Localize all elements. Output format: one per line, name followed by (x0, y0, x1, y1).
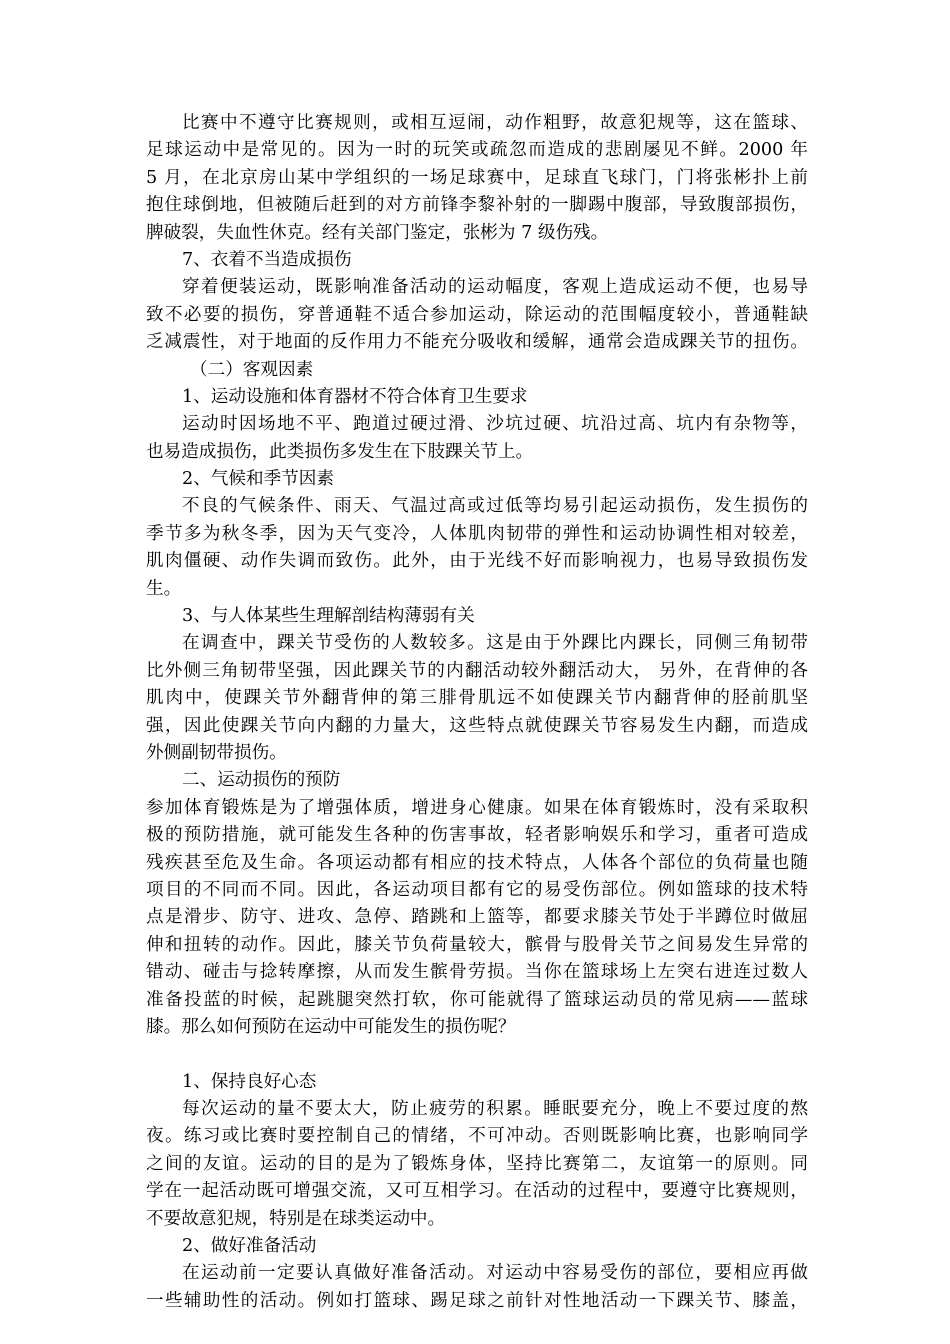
text-line: 3、与人体某些生理解剖结构薄弱有关 (182, 606, 475, 627)
text-line: 乏减震性，对于地面的反作用力不能充分吸收和缓解，通常会造成踝关节的扭伤。 (146, 332, 808, 353)
text-line: 7、衣着不当造成损伤 (182, 249, 352, 270)
text-line: 生。 (146, 578, 182, 599)
text-line: 肌肉中，使踝关节外翻背伸的第三腓骨肌远不如使踝关节内翻背伸的胫前肌坚 (146, 688, 808, 709)
text-line: 一些辅助性的活动。例如打篮球、踢足球之前针对性地活动一下踝关节、膝盖， (146, 1290, 808, 1311)
text-line: 之间的友谊。运动的目的是为了锻炼身体，坚持比赛第二，友谊第一的原则。同 (146, 1153, 808, 1174)
text-line: 极的预防措施，就可能发生各种的伤害事故，轻者影响娱乐和学习，重者可造成 (146, 825, 808, 846)
text-line: 学在一起活动既可增强交流，又可互相学习。在活动的过程中，要遵守比赛规则， (146, 1181, 808, 1202)
text-line: 1、保持良好心态 (182, 1071, 317, 1092)
text-line: 脾破裂，失血性休克。经有关部门鉴定，张彬为 7 级伤残。 (146, 222, 609, 243)
text-line: 在调查中，踝关节受伤的人数较多。这是由于外踝比内踝长，同侧三角韧带 (182, 633, 808, 654)
text-line: 强，因此使踝关节向内翻的力量大，这些特点就使踝关节容易发生内翻，而造成 (146, 715, 808, 736)
text-line: 外侧副韧带损伤。 (146, 742, 287, 763)
text-line: 1、运动设施和体育器材不符合体育卫生要求 (182, 386, 528, 407)
text-line: 抱住球倒地，但被随后赶到的对方前锋李黎补射的一脚踢中腹部，导致腹部损伤， (146, 195, 808, 216)
text-line: 在运动前一定要认真做好准备活动。对运动中容易受伤的部位，要相应再做 (182, 1263, 808, 1284)
text-line: 比外侧三角韧带坚强，因此踝关节的内翻活动较外翻活动大， 另外，在背伸的各 (146, 660, 808, 681)
text-line: 准备投蓝的时候，起跳腿突然打软，你可能就得了篮球运动员的常见病——蓝球 (146, 989, 808, 1010)
text-line: 不良的气候条件、雨天、气温过高或过低等均易引起运动损伤，发生损伤的 (182, 496, 808, 517)
text-line: 夜。练习或比赛时要控制自己的情绪，不可冲动。否则既影响比赛，也影响同学 (146, 1126, 808, 1147)
document-body (146, 110, 808, 1315)
text-line: 二、运动损伤的预防 (182, 770, 341, 791)
text-line: 比赛中不遵守比赛规则，或相互逗闹，动作粗野，故意犯规等，这在篮球、 (182, 113, 808, 133)
text-line: 穿着便装运动，既影响准备活动的运动幅度，客观上造成运动不便，也易导 (182, 277, 808, 298)
text-line: 季节多为秋冬季，因为天气变冷，人体肌肉韧带的弹性和运动协调性相对较差， (146, 523, 808, 544)
text-line: 也易造成损伤，此类损伤多发生在下肢踝关节上。 (146, 441, 534, 462)
text-line: 5 月，在北京房山某中学组织的一场足球赛中，足球直飞球门，门将张彬扑上前 (146, 167, 808, 188)
text-line: 项目的不同而不同。因此，各运动项目都有它的易受伤部位。例如篮球的技术特 (146, 879, 808, 900)
text-line: 肌肉僵硬、动作失调而致伤。此外，由于光线不好而影响视力，也易导致损伤发 (146, 551, 808, 572)
text-line: 2、气候和季节因素 (182, 469, 334, 490)
text-line: 点是滑步、防守、进攻、急停、踏跳和上篮等，都要求膝关节处于半蹲位时做屈 (146, 907, 808, 928)
text-line: 参加体育锻炼是为了增强体质，增进身心健康。如果在体育锻炼时，没有采取积 (146, 797, 808, 818)
text-line: 伸和扭转的动作。因此，膝关节负荷量较大，髌骨与股骨关节之间易发生异常的 (146, 934, 808, 955)
text-line: 足球运动中是常见的。因为一时的玩笑或疏忽而造成的悲剧屡见不鲜。2000 年 (146, 140, 808, 161)
text-line: 残疾甚至危及生命。各项运动都有相应的技术特点，人体各个部位的负荷量也随 (146, 852, 808, 873)
text-line: 膝。那么如何预防在运动中可能发生的损伤呢？ (146, 1016, 516, 1037)
text-line: 2、做好准备活动 (182, 1236, 317, 1257)
text-line: 不要故意犯规，特别是在球类运动中。 (146, 1208, 446, 1229)
blank-line (146, 1041, 808, 1068)
text-line: 错动、碰击与捻转摩擦，从而发生髌骨劳损。当你在篮球场上左突右进连过数人 (146, 962, 808, 983)
text-line: 运动时因场地不平、跑道过硬过滑、沙坑过硬、坑沿过高、坑内有杂物等， (182, 414, 808, 435)
text-line: 致不必要的损伤，穿普通鞋不适合参加运动，除运动的范围幅度较小，普通鞋缺 (146, 304, 808, 325)
text-line: （二）客观因素 (190, 359, 314, 380)
text-line: 每次运动的量不要太大，防止疲劳的积累。睡眠要充分，晚上不要过度的熬 (182, 1099, 808, 1120)
